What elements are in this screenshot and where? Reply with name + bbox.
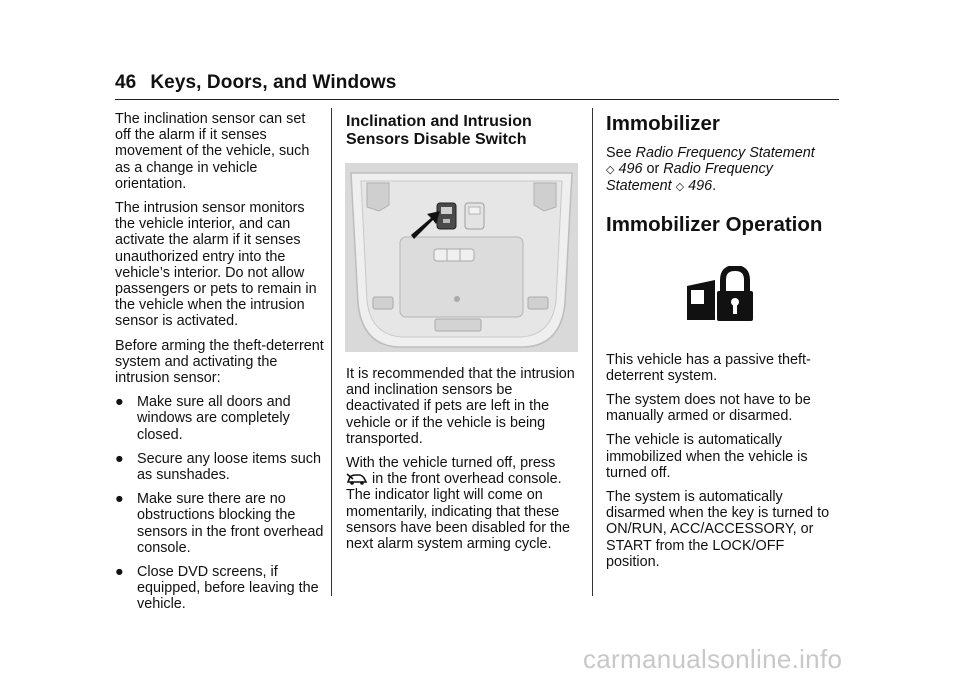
page-ref-icon: ◇ <box>606 164 615 177</box>
page-ref-icon: ◇ <box>675 181 685 194</box>
header-rule <box>115 99 839 100</box>
section-heading: Immobilizer Operation <box>606 212 823 236</box>
paragraph: This vehicle has a passive theft-deterrent system. <box>606 351 811 384</box>
column-left <box>115 111 325 621</box>
column-divider <box>592 108 593 596</box>
paragraph: It is recommended that the intrusion and inclination sensors be deactivated if pets are left in the vehicle or if the vehicle is being transported. <box>346 366 575 447</box>
list-item: ● Secure any loose items such as sunshades. <box>115 450 321 484</box>
column-right <box>606 111 841 578</box>
column-middle <box>346 111 581 560</box>
list-item: ● Close DVD screens, if equipped, before leaving the vehicle. <box>115 564 319 613</box>
paragraph: The vehicle is automatically immobilized when the vehicle is turned off. <box>606 432 808 481</box>
paragraph: The system does not have to be manually armed or disarmed. <box>606 392 811 425</box>
bullet: ● <box>115 564 124 581</box>
paragraph: The intrusion sensor monitors the vehicle interior, and can activate the alarm if it senses unauthorized entry into the vehicle’s interior. Do not allow passengers or pets to remain in the vehicle when the intrusion sensor is activated. <box>115 200 317 330</box>
security-lock-icon <box>687 266 757 322</box>
list-item: ● Make sure there are no obstructions blocking the sensors in the front overhead console. <box>115 491 324 556</box>
watermark: carmanualsonline.info <box>583 644 843 674</box>
paragraph: With the vehicle turned off, press in the front overhead console. The indicator light will come on momentarily, indicating that these sensors have been disabled for the next alarm system arming cycle. <box>346 455 571 553</box>
page-header <box>115 72 396 94</box>
overhead-console-illustration <box>345 163 578 352</box>
page-number: 46 <box>115 72 137 93</box>
section-title: Keys, Doors, and Windows <box>150 72 397 93</box>
cross-reference: See Radio Frequency Statement ◇ 496 or Radio Frequency Statement ◇ 496. <box>606 145 815 195</box>
section-heading: Immobilizer <box>606 112 720 135</box>
bullet: ● <box>115 394 124 411</box>
paragraph: The system is automatically disarmed when the key is turned to ON/RUN, ACC/ACCESSORY, or START from the LOCK/OFF position. <box>606 489 830 570</box>
paragraph: Before arming the theft-deterrent system and activating the intrusion sensor: <box>115 337 324 387</box>
paragraph: The inclination sensor can set off the alarm if it senses movement of the vehicle, such as a change in vehicle orientation. <box>115 111 310 192</box>
list-item: ● Make sure all doors and windows are completely closed. <box>115 394 291 443</box>
intrusion-sensor-switch-icon <box>346 472 368 486</box>
bullet: ● <box>115 450 124 467</box>
section-heading: Inclination and Intrusion Sensors Disable Switch <box>346 113 532 148</box>
column-divider <box>331 108 332 596</box>
bullet: ● <box>115 491 124 508</box>
